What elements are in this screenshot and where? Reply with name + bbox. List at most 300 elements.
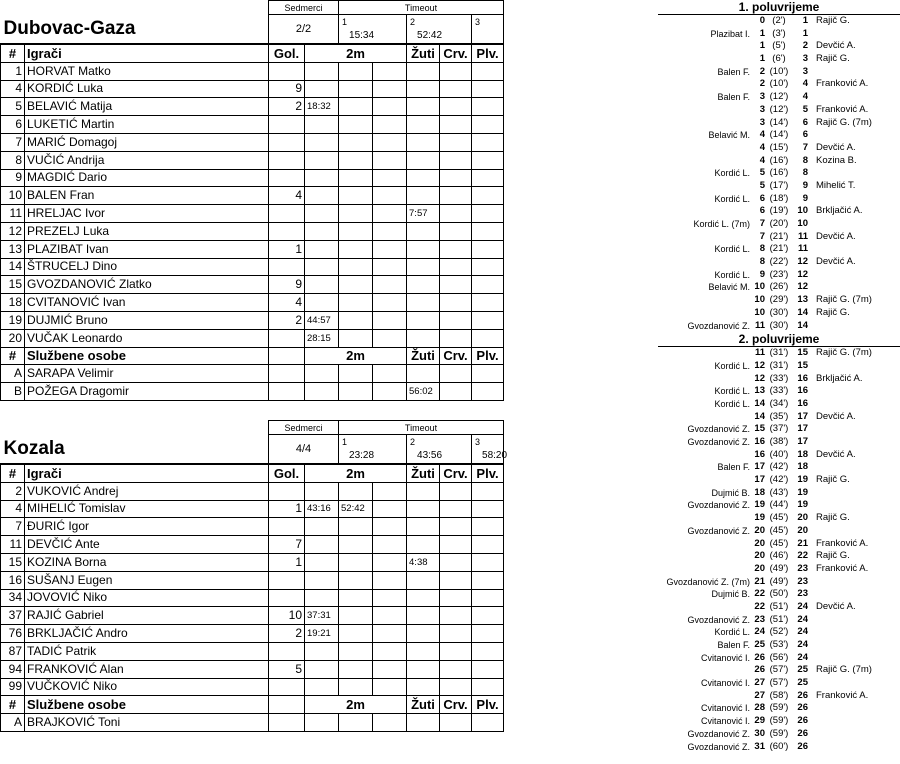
- yellow-card: [407, 589, 440, 607]
- home-score: 20: [754, 562, 765, 574]
- away-table: [0, 420, 508, 732]
- col-goals: Gol.: [269, 464, 305, 482]
- timeout-number: 1: [342, 437, 348, 447]
- home-score: 6: [759, 205, 765, 217]
- away-score: 16: [797, 385, 808, 397]
- player-row: [1, 589, 504, 607]
- event-minute: (15'): [769, 141, 789, 153]
- player-row: [1, 80, 504, 98]
- away-score: 15: [797, 347, 808, 359]
- away-score: 26: [797, 740, 808, 752]
- two-min-3: [373, 276, 407, 294]
- home-score: 13: [754, 385, 765, 397]
- player-goals: [269, 62, 305, 80]
- home-score: 27: [754, 677, 765, 689]
- two-min-3: [373, 518, 407, 536]
- second-half-label: 2. poluvrijeme: [658, 332, 900, 347]
- event-minute: (12'): [769, 91, 789, 103]
- away-score: 25: [797, 677, 808, 689]
- player-name: RAJIĆ Gabriel: [25, 607, 269, 625]
- sedmerci-label: Sedmerci: [269, 421, 339, 435]
- blue-card: [472, 205, 504, 223]
- two-min-3: [373, 311, 407, 329]
- red-card: [440, 98, 472, 116]
- timeout-number: 2: [410, 17, 416, 27]
- home-scorer: Gvozdanović Z.: [687, 525, 750, 536]
- home-score: 6: [759, 192, 765, 204]
- away-scorer: Brkljačić A.: [816, 205, 863, 217]
- player-goals: [269, 329, 305, 347]
- away-score: 16: [797, 397, 808, 409]
- event-minute: (46'): [769, 550, 789, 562]
- goal-event: [658, 690, 900, 703]
- player-row: [1, 571, 504, 589]
- two-min-2: [339, 329, 373, 347]
- goal-event: [658, 91, 900, 104]
- away-score: 24: [797, 626, 808, 638]
- player-number: 11: [1, 205, 25, 223]
- red-card: [440, 518, 472, 536]
- two-min-1: [305, 116, 339, 134]
- home-score: 10: [754, 306, 765, 318]
- goal-event: [658, 15, 900, 28]
- player-name: ĐURIĆ Igor: [25, 518, 269, 536]
- away-score: 21: [797, 537, 808, 549]
- blue-card: [472, 607, 504, 625]
- away-score: 20: [797, 524, 808, 536]
- goal-event: [658, 550, 900, 563]
- player-row: [1, 642, 504, 660]
- home-score: 17: [754, 474, 765, 486]
- home-scorer: Kordić L.: [714, 269, 750, 280]
- timeout-number: 2: [410, 437, 416, 447]
- red-card: [440, 80, 472, 98]
- player-row: [1, 311, 504, 329]
- home-scorer: Belavić M.: [708, 282, 750, 293]
- away-scorer: Rajič G. (7m): [816, 664, 872, 676]
- goal-event: [658, 360, 900, 373]
- event-minute: (31'): [769, 359, 789, 371]
- player-goals: [269, 133, 305, 151]
- two-min-1: 44:57: [305, 311, 339, 329]
- red-card: [440, 258, 472, 276]
- home-scorer: Gvozdanović Z.: [687, 728, 750, 739]
- col-goals: Gol.: [269, 44, 305, 62]
- col-yellow: Žuti: [407, 464, 440, 482]
- two-min-2: [339, 553, 373, 571]
- two-min-2: [339, 642, 373, 660]
- away-score: 23: [797, 562, 808, 574]
- timeout-label: Timeout: [339, 421, 504, 435]
- event-minute: (5'): [772, 40, 786, 52]
- away-score: 9: [802, 192, 808, 204]
- yellow-card: [407, 98, 440, 116]
- home-scorer: Kordić L.: [714, 193, 750, 204]
- yellow-card: [407, 240, 440, 258]
- red-card: [440, 294, 472, 312]
- away-score: 17: [797, 436, 808, 447]
- goal-event: [658, 385, 900, 398]
- player-row: [1, 98, 504, 116]
- home-score: 12: [754, 359, 765, 371]
- player-number: 94: [1, 660, 25, 678]
- two-min-2: [339, 205, 373, 223]
- event-minute: (22'): [769, 256, 789, 268]
- player-row: [1, 294, 504, 312]
- two-min-2: [339, 294, 373, 312]
- goal-event: [658, 512, 900, 525]
- two-min-3: [373, 240, 407, 258]
- blue-card: [472, 642, 504, 660]
- goal-event: [658, 728, 900, 741]
- two-min-1: [305, 133, 339, 151]
- away-score: 12: [797, 268, 808, 280]
- col-two-min: 2m: [305, 696, 407, 714]
- goal-event: [658, 677, 900, 690]
- home-scorer: Dujmić B.: [711, 589, 750, 600]
- away-score: 3: [802, 65, 808, 77]
- away-score: 26: [797, 689, 808, 701]
- event-minute: (37'): [769, 423, 789, 435]
- blue-card: [472, 240, 504, 258]
- event-minute: (19'): [769, 205, 789, 217]
- home-score: 0: [759, 15, 765, 26]
- player-row: [1, 625, 504, 643]
- player-goals: [269, 571, 305, 589]
- two-min-3: [373, 187, 407, 205]
- goal-event: [658, 281, 900, 294]
- event-minute: (40'): [769, 448, 789, 460]
- away-score: 20: [797, 512, 808, 524]
- home-scorer: Kordić L.: [714, 168, 750, 179]
- away-score: 3: [802, 53, 808, 65]
- player-name: KORDIĆ Luka: [25, 80, 269, 98]
- away-scorer: Rajič G.: [816, 550, 850, 562]
- red-card: [440, 571, 472, 589]
- player-number: 99: [1, 678, 25, 696]
- yellow-card: [407, 625, 440, 643]
- blue-card: [472, 482, 504, 500]
- two-min-2: [339, 276, 373, 294]
- yellow-card: [407, 116, 440, 134]
- player-name: SUŠANJ Eugen: [25, 571, 269, 589]
- away-score: 10: [797, 205, 808, 217]
- player-number: 9: [1, 169, 25, 187]
- player-number: 18: [1, 294, 25, 312]
- player-name: DUJMIĆ Bruno: [25, 311, 269, 329]
- home-score: 2: [759, 65, 765, 77]
- home-score: 23: [754, 613, 765, 625]
- two-min-3: [373, 500, 407, 518]
- home-score: 14: [754, 410, 765, 422]
- blue-card: [472, 80, 504, 98]
- timeout-2: [407, 435, 472, 465]
- away-score: 12: [797, 281, 808, 293]
- player-name: HRELJAC Ivor: [25, 205, 269, 223]
- two-min-3: [373, 571, 407, 589]
- player-number: 6: [1, 116, 25, 134]
- goal-event: [658, 180, 900, 193]
- away-scorer: Franković A.: [816, 78, 869, 90]
- player-goals: 4: [269, 187, 305, 205]
- player-row: [1, 607, 504, 625]
- home-table: [0, 0, 504, 401]
- home-score: 29: [754, 715, 765, 727]
- timeout-2: [407, 15, 472, 45]
- blue-card: [472, 294, 504, 312]
- two-min-3: [373, 222, 407, 240]
- event-minute: (59'): [769, 727, 789, 739]
- two-min-1: [305, 571, 339, 589]
- red-card: [440, 311, 472, 329]
- home-score: 20: [754, 524, 765, 536]
- yellow-card: [407, 660, 440, 678]
- yellow-card: [407, 222, 440, 240]
- col-two-min: 2m: [305, 347, 407, 365]
- home-score: 31: [754, 740, 765, 752]
- red-card: [440, 536, 472, 554]
- official-name: BRAJKOVIĆ Toni: [25, 714, 269, 732]
- home-score: 3: [759, 103, 765, 115]
- away-scorer: Devčić A.: [816, 448, 856, 460]
- goal-event: [658, 436, 900, 449]
- red-card: [440, 329, 472, 347]
- goal-event: [658, 307, 900, 320]
- player-number: 16: [1, 571, 25, 589]
- two-min-1: [305, 222, 339, 240]
- two-min-3: [373, 294, 407, 312]
- blue-card: [472, 589, 504, 607]
- col-yellow: Žuti: [407, 347, 440, 365]
- player-name: BRKLJAČIĆ Andro: [25, 625, 269, 643]
- goal-event: [658, 104, 900, 117]
- event-minute: (56'): [769, 651, 789, 663]
- blue-card: [472, 553, 504, 571]
- two-min-2: [339, 258, 373, 276]
- home-scorer: Gvozdanović Z.: [687, 320, 750, 331]
- timeout-3: [472, 435, 508, 465]
- red-card: [440, 660, 472, 678]
- goal-event: [658, 117, 900, 130]
- col-blue: Plv.: [472, 44, 504, 62]
- player-goals: 7: [269, 536, 305, 554]
- red-card: [440, 553, 472, 571]
- home-score: 7: [759, 218, 765, 229]
- player-name: MIHELIĆ Tomislav: [25, 500, 269, 518]
- official-letter: B: [1, 383, 25, 401]
- yellow-card: [407, 607, 440, 625]
- yellow-card: [407, 642, 440, 660]
- player-goals: [269, 116, 305, 134]
- player-goals: [269, 589, 305, 607]
- yellow-card: [407, 482, 440, 500]
- goal-event: [658, 294, 900, 307]
- player-number: 1: [1, 62, 25, 80]
- goal-event: [658, 373, 900, 386]
- home-score: 7: [759, 230, 765, 242]
- event-minute: (33'): [769, 372, 789, 384]
- away-scorer: Franković A.: [816, 689, 869, 701]
- sedmerci-value: 4/4: [269, 435, 339, 465]
- away-score: 24: [797, 651, 808, 663]
- player-goals: [269, 642, 305, 660]
- yellow-card: [407, 276, 440, 294]
- second-half-rows: [658, 347, 900, 753]
- event-minute: (14'): [769, 129, 789, 141]
- two-min-3: [373, 116, 407, 134]
- player-number: 8: [1, 151, 25, 169]
- goal-event: [658, 588, 900, 601]
- two-min-1: [305, 276, 339, 294]
- player-goals: [269, 205, 305, 223]
- home-scorer: Cvitanović I.: [700, 703, 750, 714]
- home-score: 8: [759, 256, 765, 268]
- blue-card: [472, 518, 504, 536]
- event-minute: (21'): [769, 230, 789, 242]
- player-number: 4: [1, 500, 25, 518]
- goal-event: [658, 601, 900, 614]
- player-row: [1, 133, 504, 151]
- event-minute: (50'): [769, 588, 789, 600]
- col-num: #: [1, 696, 25, 714]
- player-name: BALEN Fran: [25, 187, 269, 205]
- event-minute: (3'): [772, 27, 786, 39]
- away-scorer: Franković A.: [816, 562, 869, 574]
- two-min-2: [339, 625, 373, 643]
- event-minute: (20'): [769, 218, 789, 229]
- player-name: TADIĆ Patrik: [25, 642, 269, 660]
- away-score: 1: [802, 27, 808, 39]
- home-score: 22: [754, 600, 765, 612]
- two-min-3: [373, 98, 407, 116]
- yellow-card: [407, 133, 440, 151]
- yellow-card: [407, 536, 440, 554]
- goal-event: [658, 231, 900, 244]
- two-min-3: [373, 642, 407, 660]
- away-score: 8: [802, 154, 808, 166]
- timeout-1: [339, 435, 407, 465]
- yellow-card: [407, 571, 440, 589]
- blue-card: [472, 62, 504, 80]
- player-number: 4: [1, 80, 25, 98]
- red-card: [440, 240, 472, 258]
- event-minute: (6'): [772, 53, 786, 65]
- col-red: Crv.: [440, 464, 472, 482]
- yellow-card: [407, 187, 440, 205]
- event-minute: (45'): [769, 537, 789, 549]
- two-min-3: [373, 607, 407, 625]
- home-score: 9: [759, 268, 765, 280]
- two-min-1: [305, 660, 339, 678]
- player-name: LUKETIĆ Martin: [25, 116, 269, 134]
- col-yellow: Žuti: [407, 696, 440, 714]
- goal-event: [658, 652, 900, 665]
- goal-event: [658, 664, 900, 677]
- home-score: 19: [754, 512, 765, 524]
- red-card: [440, 133, 472, 151]
- event-minute: (23'): [769, 268, 789, 280]
- goal-event: [658, 715, 900, 728]
- blue-card: [472, 571, 504, 589]
- official-yellow: 56:02: [407, 383, 440, 401]
- player-goals: 1: [269, 500, 305, 518]
- goal-event: [658, 40, 900, 53]
- home-scorer: Gvozdanović Z.: [687, 741, 750, 752]
- home-score: 5: [759, 167, 765, 179]
- home-team-sheet: [0, 0, 505, 401]
- sedmerci-label: Sedmerci: [269, 1, 339, 15]
- away-score: 11: [797, 230, 808, 242]
- blue-card: [472, 311, 504, 329]
- away-score: 26: [797, 715, 808, 727]
- player-goals: 2: [269, 311, 305, 329]
- player-name: DEVČIĆ Ante: [25, 536, 269, 554]
- event-minute: (14'): [769, 116, 789, 128]
- two-min-1: [305, 258, 339, 276]
- two-min-1: [305, 553, 339, 571]
- col-blue: Plv.: [472, 696, 504, 714]
- player-row: [1, 553, 504, 571]
- yellow-card: [407, 329, 440, 347]
- player-number: 10: [1, 187, 25, 205]
- official-row: [1, 365, 504, 383]
- home-score: 3: [759, 116, 765, 128]
- away-scorer: Devčić A.: [816, 230, 856, 242]
- two-min-3: [373, 482, 407, 500]
- two-min-3: [373, 660, 407, 678]
- home-score: 26: [754, 651, 765, 663]
- home-score: 18: [754, 486, 765, 498]
- home-score: 3: [759, 91, 765, 103]
- goal-event: [658, 741, 900, 754]
- event-minute: (17'): [769, 179, 789, 191]
- away-scorer: Devčić A.: [816, 600, 856, 612]
- goal-event: [658, 499, 900, 512]
- event-minute: (52'): [769, 626, 789, 638]
- player-row: [1, 500, 504, 518]
- red-card: [440, 589, 472, 607]
- away-score: 18: [797, 448, 808, 460]
- two-min-1: [305, 169, 339, 187]
- blue-card: [472, 276, 504, 294]
- timeout-time: 15:34: [349, 30, 375, 41]
- player-name: BELAVIĆ Matija: [25, 98, 269, 116]
- home-score: 10: [754, 281, 765, 293]
- home-score: 26: [754, 664, 765, 676]
- red-card: [440, 607, 472, 625]
- player-name: ŠTRUCELJ Dino: [25, 258, 269, 276]
- home-score: 25: [754, 639, 765, 650]
- home-score: 11: [754, 319, 765, 331]
- away-score: 7: [802, 141, 808, 153]
- two-min-2: [339, 589, 373, 607]
- goal-event: [658, 487, 900, 500]
- red-card: [440, 482, 472, 500]
- away-scorer: Kozina B.: [816, 154, 857, 166]
- red-card: [440, 678, 472, 696]
- event-minute: (31'): [769, 347, 789, 359]
- away-score: 17: [797, 423, 808, 435]
- player-name: PREZELJ Luka: [25, 222, 269, 240]
- home-score: 1: [759, 27, 765, 39]
- yellow-card: [407, 518, 440, 536]
- player-row: [1, 222, 504, 240]
- col-players: Igrači: [25, 464, 269, 482]
- two-min-2: [339, 222, 373, 240]
- two-min-1: 37:31: [305, 607, 339, 625]
- two-min-2: [339, 62, 373, 80]
- blue-card: [472, 625, 504, 643]
